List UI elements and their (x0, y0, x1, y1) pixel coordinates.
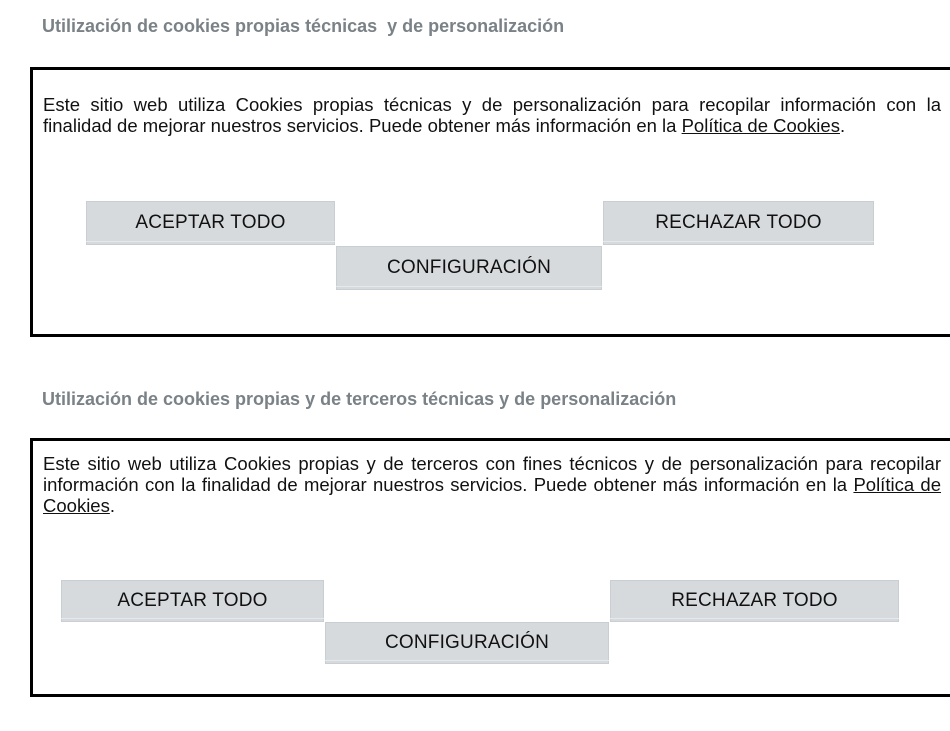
cookie-policy-link[interactable]: Política de Cookies (681, 115, 840, 136)
banner-message-text: Este sitio web utiliza Cookies propias y de terceros con fines técnicos y de personalización para recopilar información con la finalidad de mejorar nuestros servicios. Puede obtener más información en la (43, 453, 941, 495)
configuration-button[interactable]: CONFIGURACIÓN (325, 622, 609, 664)
section-title-own-cookies: Utilización de cookies propias técnicas y de personalización (42, 16, 565, 36)
banner-message-end: . (839, 115, 846, 136)
banner-message-text: Este sitio web utiliza Cookies propias técnicas y de personalización para recopilar información con la finalidad de mejorar nuestros servicios. Puede obtener más información en la (43, 94, 941, 136)
configuration-button[interactable]: CONFIGURACIÓN (336, 246, 602, 290)
banner-message-end: . (109, 495, 115, 516)
banner-message (43, 453, 941, 516)
banner-message (43, 94, 941, 136)
cookie-banner-own (30, 67, 950, 337)
cookie-policy-link[interactable]: Política de Cookies (43, 474, 942, 516)
reject-all-button[interactable]: RECHAZAR TODO (603, 201, 874, 245)
accept-all-button[interactable]: ACEPTAR TODO (86, 201, 335, 245)
cookie-banner-third-party (30, 438, 950, 697)
reject-all-button[interactable]: RECHAZAR TODO (610, 580, 899, 622)
accept-all-button[interactable]: ACEPTAR TODO (61, 580, 324, 622)
section-title-third-party-cookies: Utilización de cookies propias y de terceros técnicas y de personalización (42, 389, 677, 409)
